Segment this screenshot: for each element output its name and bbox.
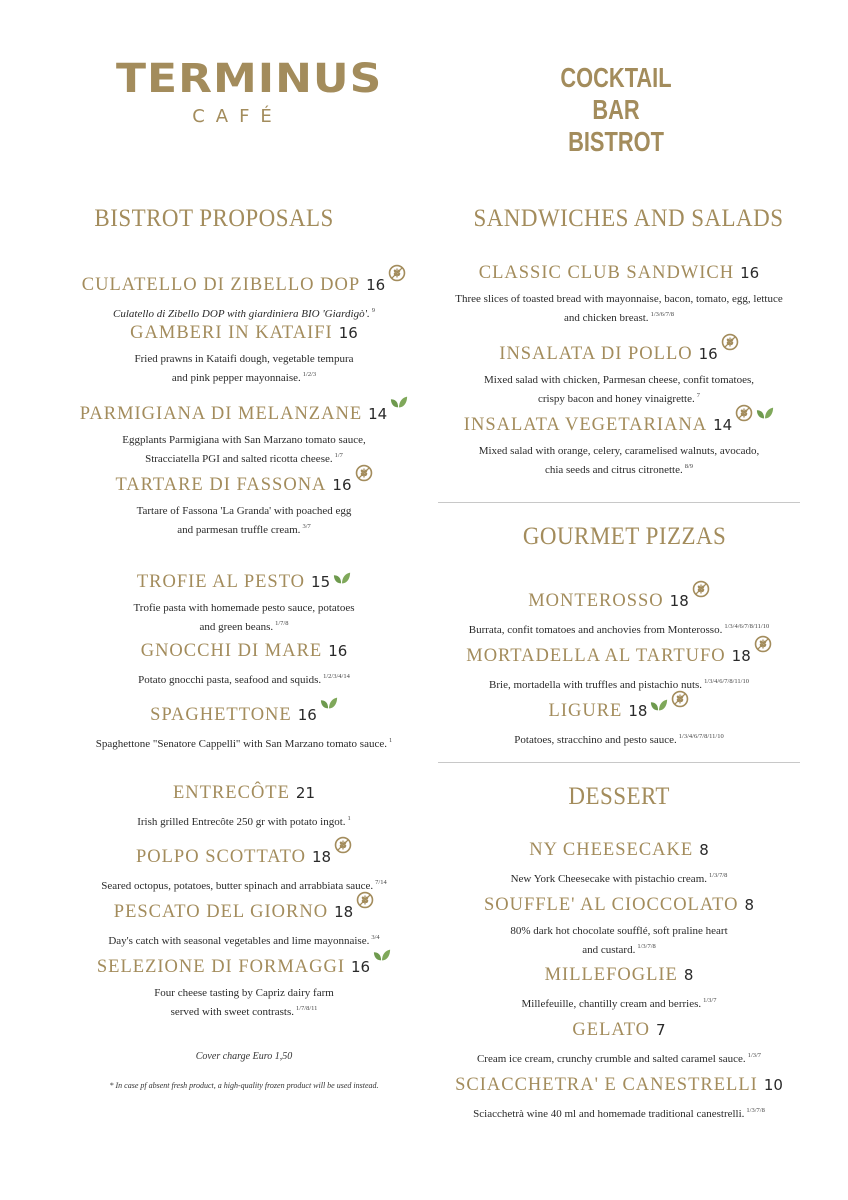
menu-item [60,264,428,322]
logo-subtitle: CAFÉ [192,106,283,127]
item-description: Seared octopus, potatoes, butter spinach and arrabbiata sauce. $^{7/14}$ [101,879,387,892]
allergens: 1/7/8 [275,620,289,627]
vegetarian-leaf-icon [650,696,668,714]
item-price: 14 [368,405,388,423]
item-price: 14 [713,416,733,434]
menu-item [60,694,428,752]
item-price: 18 [311,848,332,866]
gluten-free-icon [355,464,373,482]
item-description: Four cheese tasting by Capriz dairy farm served with sweet contrasts. $^{1/7/8/11}$ [154,987,334,1018]
item-price: 8 [699,841,709,859]
item-description: Mixed salad with chicken, Parmesan cheese, confit tomatoes, crispy bacon and honey vinaigrette. $^7$ [483,374,755,405]
menu-item [438,690,800,748]
item-price: 16 [297,706,317,724]
allergens: 1/3/7 [703,997,717,1004]
vegetarian-leaf-icon [373,946,391,964]
item-name: CULATELLO DI ZIBELLO DOP [81,275,361,295]
item-price: 16 [366,276,386,294]
item-name: PARMIGIANA DI MELANZANE [79,404,363,424]
item-description: Potatoes, stracchino and pesto sauce. $^{1/3/4/6/7/8/11/10}$ [514,733,724,746]
menu-item [60,782,428,830]
allergens: 1/3/4/6/7/8/11/10 [724,623,770,630]
item-name: SCIACCHETRA' E CANESTRELLI [455,1075,758,1095]
item-name: CLASSIC CLUB SANDWICH [478,263,735,283]
item-description: Burrata, confit tomatoes and anchovies from Monterosso. $^{1/3/4/6/7/8/11/10}$ [468,623,770,636]
item-description: Irish grilled Entrecôte 250 gr with potato ingot. $^1$ [137,815,351,828]
menu-item [60,836,428,894]
menu-item [438,333,800,407]
item-description: Tartare of Fassona 'La Granda' with poached egg and parmesan truffle cream. $^{3/7}$ [136,505,352,536]
menu-item [438,1019,800,1067]
item-price: 18 [628,702,648,720]
item-description: Mixed salad with orange, celery, caramelised walnuts, avocado, chia seeds and citrus citronette. $^{8/9}$ [478,445,760,476]
item-name: TARTARE DI FASSONA [115,475,327,495]
item-description: Spaghettone "Senatore Cappelli" with San Marzano tomato sauce. $^1$ [95,737,393,750]
gluten-free-icon [692,580,710,598]
vegetarian-leaf-icon [390,393,408,411]
item-name: PESCATO DEL GIORNO [113,902,329,922]
item-price: 18 [334,903,354,921]
item-name: INSALATA VEGETARIANA [463,415,708,435]
item-name: MONTEROSSO [528,591,664,611]
item-description: Brie, mortadella with truffles and pistachio nuts. $^{1/3/4/6/7/8/11/10}$ [489,678,749,691]
tagline-line1: COCKTAIL BAR [560,62,672,125]
gluten-free-icon [754,635,772,653]
gluten-free-icon [735,404,753,422]
item-price: 18 [669,592,689,610]
tagline-line2: BISTROT [568,126,664,157]
item-name: SOUFFLE' AL CIOCCOLATO [483,895,739,915]
menu-item [60,640,428,688]
menu-item [438,580,800,638]
section-title-sandwiches: SANDWICHES AND SALADS [473,205,784,232]
vegetarian-leaf-icon [333,569,351,587]
allergens: 1 [347,815,351,822]
menu-item [60,464,428,538]
gluten-free-icon [671,690,689,708]
item-price: 16 [328,642,348,660]
cover-charge-note: Cover charge Euro 1,50 [195,1051,293,1062]
menu-item [438,635,800,693]
item-price: 16 [740,264,760,282]
item-name: NY CHEESECAKE [529,840,694,860]
item-price: 7 [656,1021,666,1039]
vegetarian-leaf-icon [756,404,774,422]
item-description: Potato gnocchi pasta, seafood and squids. $^{1/2/3/4/14}$ [138,673,350,686]
item-price: 16 [698,345,718,363]
menu-item [60,569,428,635]
allergens: 1/3/4/6/7/8/11/10 [678,733,724,740]
menu-item [438,262,800,326]
item-description: Three slices of toasted bread with mayonnaise, bacon, tomato, egg, lettuce and chicken breast. $^{1/3/6/7/8}$ [455,293,783,324]
frozen-product-note: * In case pf absent fresh product, a high-quality frozen product will be used instead. [109,1081,379,1090]
item-name: MORTADELLA AL TARTUFO [466,646,726,666]
allergens: 1/3/7/8 [637,943,656,950]
item-name: GELATO [572,1020,651,1040]
allergens: 1/3/6/7/8 [650,311,675,318]
menu-item [438,1074,800,1122]
item-description: Trofie pasta with homemade pesto sauce, potatoes and green beans. $^{1/7/8}$ [133,602,355,633]
allergens: 1/7/8/11 [295,1005,318,1012]
vegetarian-leaf-icon [320,694,338,712]
item-name: POLPO SCOTTATO [135,847,306,867]
allergens: 7/14 [375,879,387,886]
item-description: Culatello di Zibello DOP with giardiniera BIO 'Giardigò'. $^9$ [113,307,375,320]
item-name: SPAGHETTONE [150,705,292,725]
allergens: 1/3/4/6/7/8/11/10 [704,678,749,685]
bistrot-column [60,0,428,1200]
section-title-pizzas: GOURMET PIZZAS [522,523,727,550]
section-divider [438,502,800,503]
allergens: 8/9 [684,463,694,470]
logo-title: TERMINUS [116,55,383,102]
gluten-free-icon [356,891,374,909]
section-title-bistrot: BISTROT PROPOSALS [94,205,334,232]
allergens: 1/3/7/8 [746,1107,765,1114]
item-price: 16 [351,958,371,976]
item-name: LIGURE [548,701,623,721]
allergens: 1/3/7 [747,1052,762,1059]
allergens: 3/7 [302,523,311,530]
item-name: GAMBERI IN KATAIFI [130,323,333,343]
allergens: 1 [389,737,393,744]
item-description: Fried prawns in Kataifi dough, vegetable tempura and pink pepper mayonnaise. $^{1/2/3}$ [134,353,354,384]
section-divider [438,762,800,763]
allergens: 1/2/3 [302,371,317,378]
menu-item [60,891,428,949]
allergens: 3/4 [371,934,380,941]
item-price: 18 [731,647,751,665]
allergens: 1/7 [334,452,343,459]
menu-item [60,946,428,1020]
menu-item [60,322,428,386]
item-price: 10 [763,1076,783,1094]
allergens: 1/3/7/8 [709,872,728,879]
menu-item [438,964,800,1012]
section-title-dessert: DESSERT [568,783,670,810]
menu-item [60,393,428,467]
menu-item [438,894,800,958]
gluten-free-icon [334,836,352,854]
item-description: Cream ice cream, crunchy crumble and salted caramel sauce. $^{1/3/7}$ [476,1052,762,1065]
item-name: GNOCCHI DI MARE [140,641,323,661]
allergens: 1/2/3/4/14 [323,673,350,680]
item-description: 80% dark hot chocolate soufflé, soft praline heart and custard. $^{1/3/7/8}$ [510,925,728,956]
item-name: ENTRECÔTE [173,783,290,803]
item-price: 8 [683,966,694,984]
item-price: 15 [311,573,331,591]
allergens: 9 [371,307,375,314]
item-name: TROFIE AL PESTO [136,572,306,592]
item-description: Sciacchetrà wine 40 ml and homemade traditional canestrelli. $^{1/3/7/8}$ [473,1107,765,1120]
allergens: 7 [696,392,700,399]
item-name: MILLEFOGLIE [544,965,678,985]
gluten-free-icon [721,333,739,351]
menu-item [438,404,800,478]
menu-item [438,839,800,887]
item-price: 8 [744,896,755,914]
item-price: 21 [295,784,315,802]
item-description: Day's catch with seasonal vegetables and lime mayonnaise. $^{3/4}$ [108,934,380,947]
item-price: 16 [338,324,358,342]
item-description: Eggplants Parmigiana with San Marzano tomato sauce, Stracciatella PGI and salted ricotta cheese. $^{1/7}$ [122,434,366,465]
item-name: INSALATA DI POLLO [499,344,693,364]
gluten-free-icon [388,264,406,282]
item-price: 16 [332,476,352,494]
item-name: SELEZIONE DI FORMAGGI [96,957,346,977]
item-description: Millefeuille, chantilly cream and berries. $^{1/3/7}$ [521,997,717,1010]
item-description: New York Cheesecake with pistachio cream. $^{1/3/7/8}$ [510,872,728,885]
